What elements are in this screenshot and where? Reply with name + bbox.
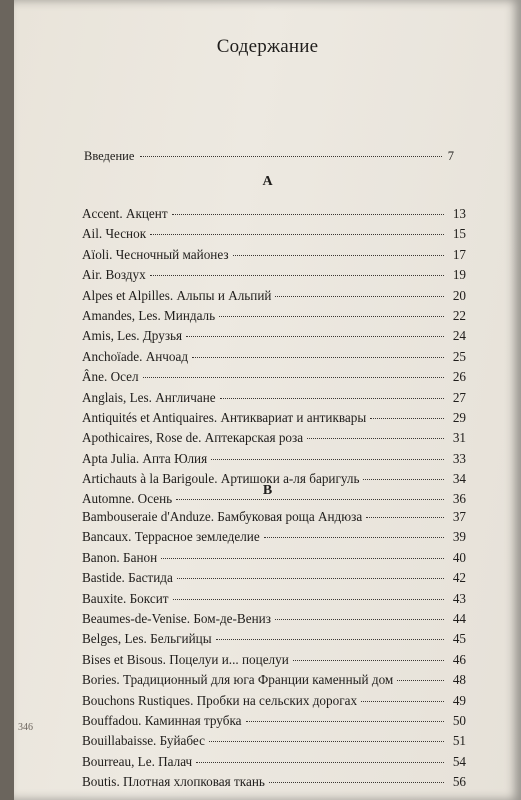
toc-entry-label: Air. Воздух [82,267,146,283]
toc-entry-page: 22 [452,307,466,323]
toc-entry-page: 56 [452,774,466,790]
toc-entry-label: Bambouseraie d'Anduze. Бамбуковая роща Андюза [82,509,363,524]
toc-entry [82,509,466,529]
toc-entry-label: Bories. Традиционный для юга Франции каменный дом [82,672,394,688]
dot-leader [293,660,444,661]
dot-leader [176,499,444,500]
toc-entry-page: 7 [447,149,454,163]
toc-entry [82,349,466,369]
toc-entry-label: Bises et Bisous. Поцелуи и... поцелуи [82,651,289,667]
toc-entry [82,328,466,348]
dot-leader [172,214,444,215]
toc-entry-label: Введение [84,149,135,163]
toc-entry-label: Âne. Осел [82,369,139,385]
toc-entry [82,754,466,774]
toc-entry [82,288,466,308]
toc-entry [82,611,466,631]
toc-entry [82,591,466,611]
toc-entry-label: Bouillabaisse. Буйабес [82,733,205,749]
book-page [14,0,521,800]
dot-leader [220,398,444,399]
toc-entry [82,206,466,226]
toc-list-b [82,509,466,794]
toc-entry-page: 27 [452,389,466,405]
dot-leader [192,357,444,358]
toc-entry-page: 20 [452,287,466,303]
toc-entry [82,733,466,753]
dot-leader [209,741,444,742]
toc-entry-label: Bouchons Rustiques. Пробки на сельских дорогах [82,692,358,708]
dot-leader [269,782,444,783]
toc-entry [82,390,466,410]
toc-entry-page: 45 [452,631,466,647]
toc-entry-page: 31 [452,430,466,446]
toc-entry-label: Banon. Банон [82,549,158,565]
dot-leader [275,619,444,620]
toc-entry-label: Belges, Les. Бельгийцы [82,631,212,647]
toc-entry-label: Artichauts à la Barigoule. Артишоки а-ля баригуль [82,471,360,487]
toc-entry-page: 13 [452,206,466,221]
toc-entry-page: 48 [452,672,466,688]
dot-leader [307,438,444,439]
toc-entry-label: Apta Julia. Апта Юлия [82,450,208,466]
toc-entry-page: 40 [452,549,466,565]
toc-entry [82,529,466,549]
toc-entry [82,672,466,692]
toc-entry-page: 19 [452,267,466,283]
toc-entry-label: Aïoli. Чесночный майонез [82,246,229,262]
toc-entry-label: Amandes, Les. Миндаль [82,307,216,323]
toc-entry-intro [84,149,454,164]
toc-entry-page: 49 [452,692,466,708]
toc-entry-page: 54 [452,753,466,769]
toc-entry-label: Ail. Чеснок [82,226,147,242]
dot-leader [177,578,444,579]
toc-entry-page: 34 [452,471,466,487]
dot-leader [233,255,444,256]
toc-entry-label: Amis, Les. Друзья [82,328,183,344]
toc-list-a [82,206,466,512]
toc-entry-label: Automne. Осень [82,491,173,507]
toc-entry-label: Apothicaires, Rose de. Аптекарская роза [82,430,304,446]
dot-leader [397,680,444,681]
toc-entry [82,369,466,389]
page-title: Содержание [216,36,319,57]
toc-entry-page: 37 [452,509,466,524]
toc-entry-page: 44 [452,610,466,626]
toc-entry-page: 39 [452,529,466,545]
dot-leader [161,558,444,559]
toc-entry [82,713,466,733]
dot-leader [150,275,444,276]
dot-leader [196,762,444,763]
toc-entry-page: 46 [452,651,466,667]
toc-entry [82,267,466,287]
section-letter-a: A [262,174,273,189]
toc-entry-label: Anglais, Les. Англичане [82,389,216,405]
toc-entry [82,308,466,328]
dot-leader [363,479,444,480]
page-number: 346 [18,722,33,733]
toc-entry-label: Bourreau, Le. Палач [82,753,193,769]
toc-entry-label: Bouffadou. Каминная трубка [82,712,242,728]
toc-entry-label: Alpes et Alpilles. Альпы и Альпий [82,287,272,303]
dot-leader [275,296,444,297]
toc-entry-page: 42 [452,570,466,586]
dot-leader [140,156,441,157]
toc-entry-page: 43 [452,590,466,606]
toc-entry-label: Anchoïade. Анчоад [82,348,189,364]
dot-leader [246,721,445,722]
section-letter-b: B [262,483,273,498]
toc-entry-page: 51 [452,733,466,749]
dot-leader [216,639,444,640]
dot-leader [366,517,444,518]
toc-entry [82,451,466,471]
toc-entry-label: Boutis. Плотная хлопковая ткань [82,774,265,790]
dot-leader [186,336,444,337]
toc-entry [82,550,466,570]
toc-entry-label: Bancaux. Террасное земледелие [82,529,260,545]
dot-leader [219,316,444,317]
toc-entry [82,774,466,794]
toc-entry-page: 26 [452,369,466,385]
toc-entry-page: 33 [452,450,466,466]
toc-entry [82,247,466,267]
toc-entry-page: 29 [452,409,466,425]
toc-entry [82,693,466,713]
dot-leader [143,377,444,378]
dot-leader [211,459,444,460]
toc-entry [82,430,466,450]
toc-entry [82,631,466,651]
toc-entry-label: Beaumes-de-Venise. Бом-де-Вениз [82,610,271,626]
toc-entry-label: Bastide. Бастида [82,570,173,586]
toc-entry-page: 15 [452,226,466,242]
toc-entry-page: 25 [452,348,466,364]
dot-leader [264,537,444,538]
toc-entry [82,652,466,672]
toc-entry-label: Accent. Акцент [82,206,168,221]
toc-entry-page: 17 [452,246,466,262]
toc-entry [82,570,466,590]
dot-leader [370,418,444,419]
toc-entry [82,226,466,246]
toc-entry-page: 50 [452,712,466,728]
toc-entry-label: Bauxite. Боксит [82,590,169,606]
dot-leader [173,599,444,600]
toc-entry-label: Antiquités et Antiquaires. Антиквариат и антиквары [82,409,367,425]
toc-entry-page: 24 [452,328,466,344]
dot-leader [150,234,444,235]
dot-leader [361,701,444,702]
toc-entry [82,410,466,430]
toc-entry-page: 36 [452,491,466,507]
